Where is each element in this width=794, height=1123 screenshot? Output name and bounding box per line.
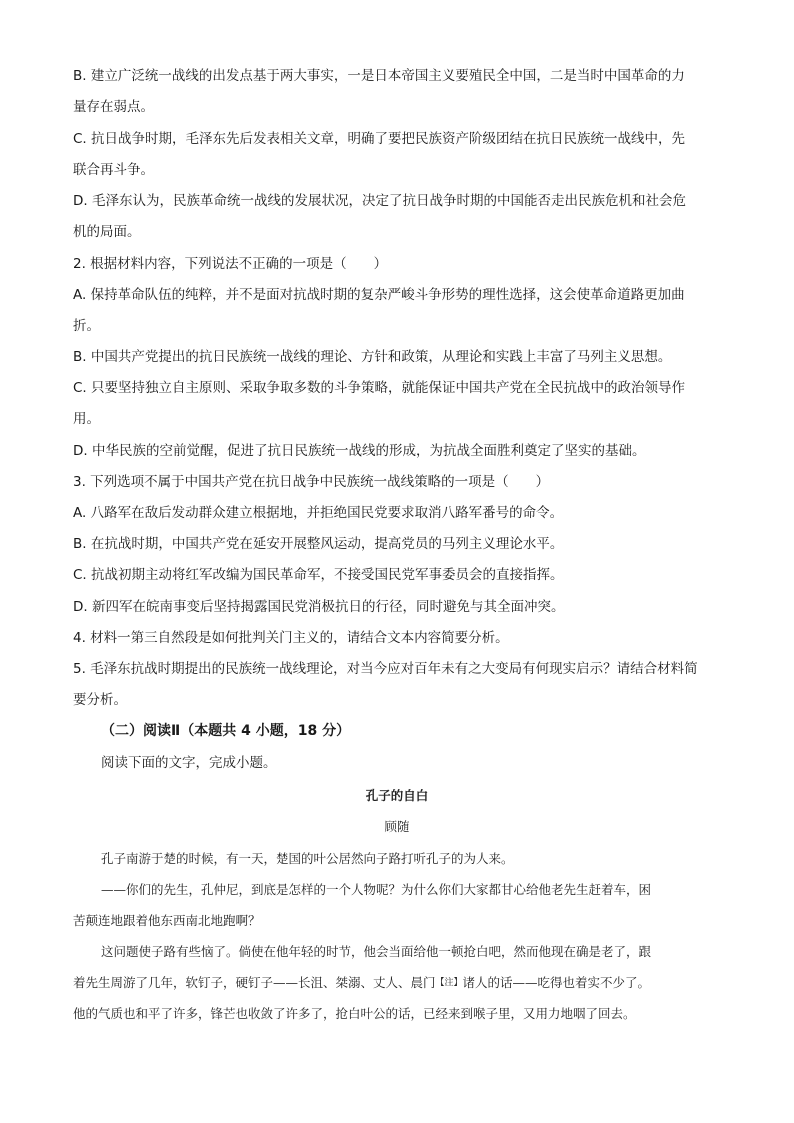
paragraph-3-text-b: 诸人的话——吃得也着实不少了。 [462,975,651,990]
q2-option-a-line-2: 折。 [73,318,100,334]
q2-option-c-line-2: 用。 [73,411,100,427]
option-d-line-1: D. 毛泽东认为，民族革命统一战线的发展状况，决定了抗日战争时期的中国能否走出民族危机和社会危 [73,193,686,209]
article-paragraph-2-line-2: 苦颠连地跟着他东西南北地跑啊？ [73,913,261,928]
q2-option-d: D. 中华民族的空前觉醒，促进了抗日民族统一战线的形成，为抗战全面胜利奠定了坚实的基础。 [73,443,646,459]
q3-option-c: C. 抗战初期主动将红军改编为国民革命军，不接受国民党军事委员会的直接指挥。 [73,567,564,583]
option-b-line-1: B. 建立广泛统一战线的出发点基于两大事实，一是日本帝国主义要殖民全中国，二是当时中国革命的力 [73,68,685,84]
article-paragraph-2-line-1: ——你们的先生，孔仲尼，到底是怎样的一个人物呢？为什么你们大家都甘心给他老先生赶着车，困 [101,882,652,897]
question-5-line-1: 5. 毛泽东抗战时期提出的民族统一战线理论，对当今应对百年未有之大变局有何现实启示？请结合材料简 [73,661,698,677]
option-d-line-2: 机的局面。 [73,224,141,240]
question-5-line-2: 要分析。 [73,692,127,708]
q3-option-b: B. 在抗战时期，中国共产党在延安开展整风运动，提高党员的马列主义理论水平。 [73,536,564,552]
article-paragraph-3-line-3: 他的气质也和平了许多，锋芒也收敛了许多了，抢白叶公的话，已经来到喉子里，又用力地咽了回去。 [73,1006,636,1021]
paragraph-3-text-a: 着先生周游了几年，软钉子，硬钉子——长沮、桀溺、丈人、晨门 [73,975,436,990]
article-paragraph-1: 孔子南游于楚的时候，有一天，楚国的叶公居然向子路打听孔子的为人来。 [101,851,514,866]
question-4: 4. 材料一第三自然段是如何批判关门主义的，请结合文本内容简要分析。 [73,630,509,646]
q3-option-d: D. 新四军在皖南事变后坚持揭露国民党消极抗日的行径，同时避免与其全面冲突。 [73,599,565,615]
question-2: 2. 根据材料内容，下列说法不正确的一项是（ ） [73,256,388,272]
option-c-line-2: 联合再斗争。 [73,162,154,178]
option-b-line-2: 量存在弱点。 [73,99,154,115]
section-heading: （二）阅读Ⅱ（本题共 4 小题，18 分） [101,723,351,739]
q2-option-c-line-1: C. 只要坚持独立自主原则、采取争取多数的斗争策略，就能保证中国共产党在全民抗战中的政治领导作 [73,380,686,396]
question-3: 3. 下列选项不属于中国共产党在抗日战争中民族统一战线策略的一项是（ ） [73,474,550,490]
option-c-line-1: C. 抗日战争时期，毛泽东先后发表相关文章，明确了要把民族资产阶级团结在抗日民族统一战线中，先 [73,131,686,147]
article-title: 孔子的自白 [365,788,429,803]
q2-option-b: B. 中国共产党提出的抗日民族统一战线的理论、方针和政策，从理论和实践上丰富了马列主义思想。 [73,349,672,365]
footnote-marker: 【注】 [435,978,463,988]
q2-option-a-line-1: A. 保持革命队伍的纯粹，并不是面对抗战时期的复杂严峻斗争形势的理性选择，这会使革命道路更加曲 [73,287,685,303]
article-paragraph-3-line-1: 这问题使子路有些恼了。倘使在他年轻的时节，他会当面给他一顿抢白吧，然而他现在确是老了，跟 [101,944,652,959]
section-instruction: 阅读下面的文字，完成小题。 [101,755,277,771]
article-author: 顾随 [384,819,410,834]
q3-option-a: A. 八路军在敌后发动群众建立根据地，并拒绝国民党要求取消八路军番号的命令。 [73,505,564,521]
article-paragraph-3-line-2 [73,973,650,993]
